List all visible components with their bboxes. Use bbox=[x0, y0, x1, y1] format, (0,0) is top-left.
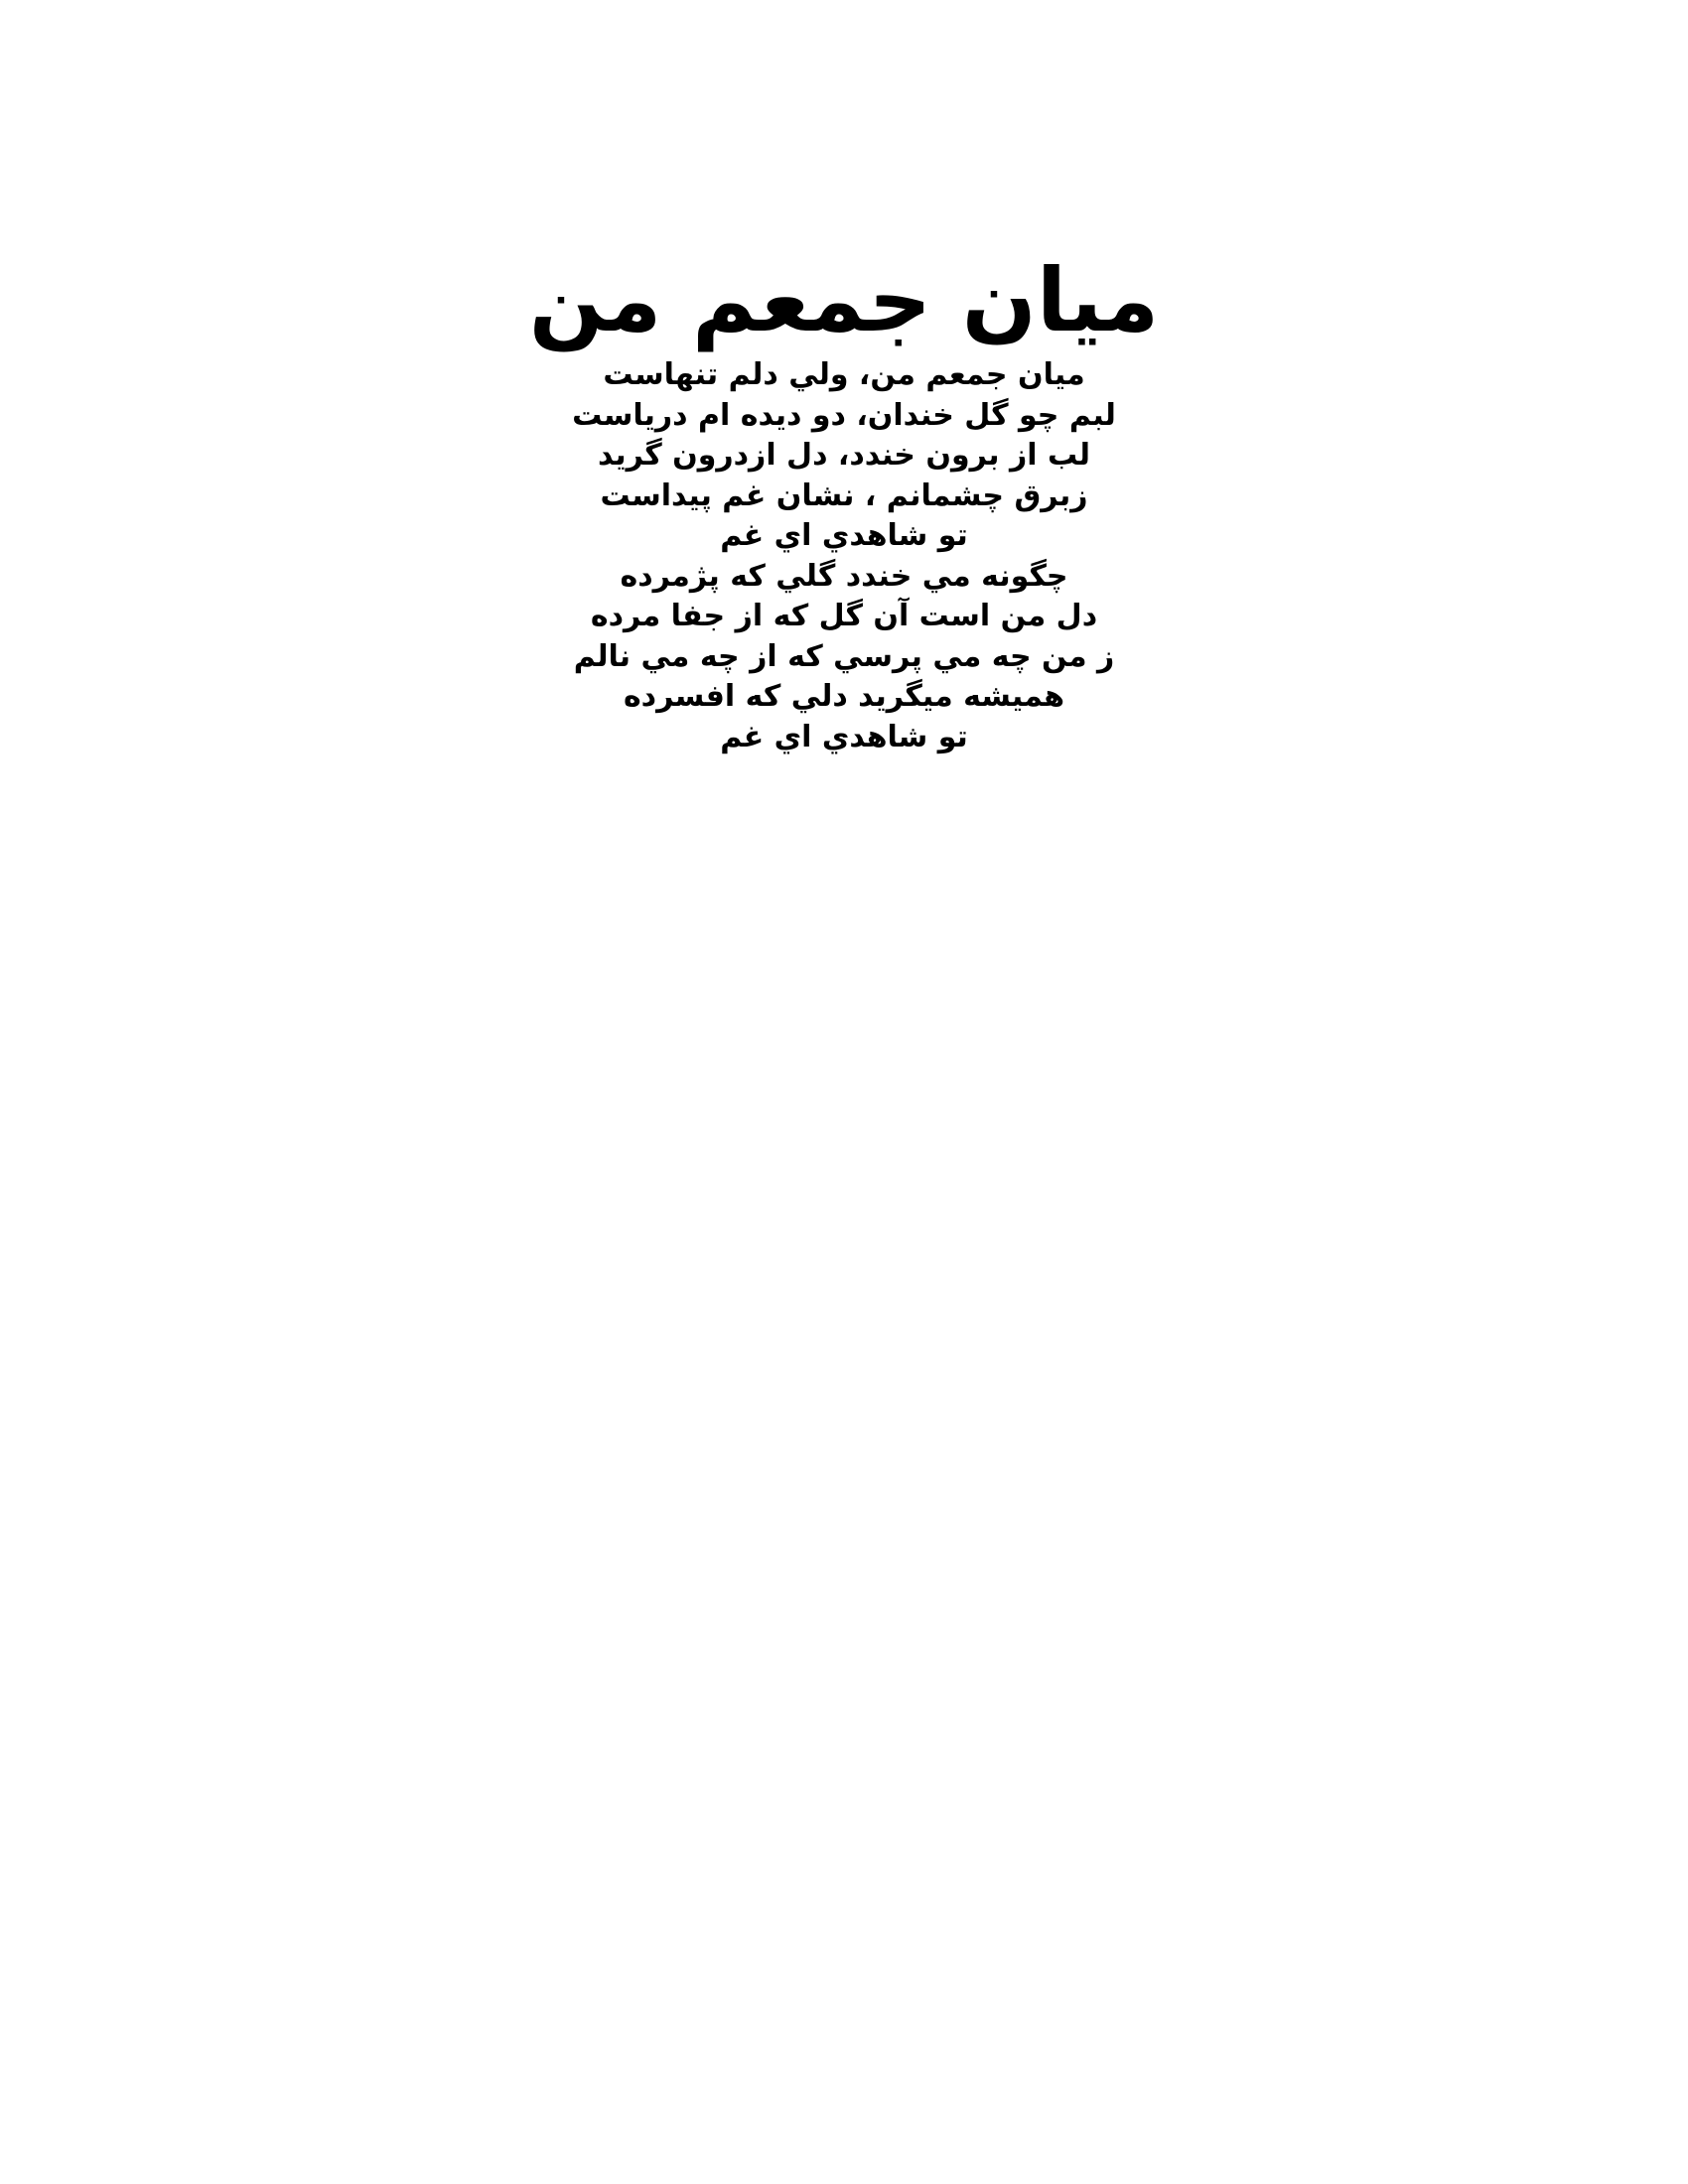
verse-line: دل من است آن گل كه از جفا مرده bbox=[590, 599, 1098, 633]
verse-line: میان جمعم من، ولي دلم تنهاست bbox=[603, 357, 1085, 392]
verse-list bbox=[0, 355, 1688, 757]
verse-line: لبم چو گل خندان، دو دیده ام دریاست bbox=[572, 397, 1116, 433]
poem-block bbox=[0, 246, 1688, 757]
verse-line: همیشه میگرید دلي كه افسرده bbox=[623, 679, 1065, 714]
verse-line: تو شاهدي اي غم bbox=[720, 719, 968, 754]
poem-title: میان جمعم من bbox=[528, 249, 1160, 351]
verse-line: تو شاهدي اي غم bbox=[720, 518, 968, 553]
verse-line: لب از برون خندد، دل ازدرون گرید bbox=[597, 438, 1090, 473]
verse-line: چگونه مي خندد گلي كه پژمرده bbox=[620, 558, 1068, 594]
verse-line: ز من چه مي پرسي كه از چه مي نالم bbox=[573, 638, 1115, 674]
verse-line: زبرق چشمانم ، نشان غم پیداست bbox=[600, 478, 1088, 513]
